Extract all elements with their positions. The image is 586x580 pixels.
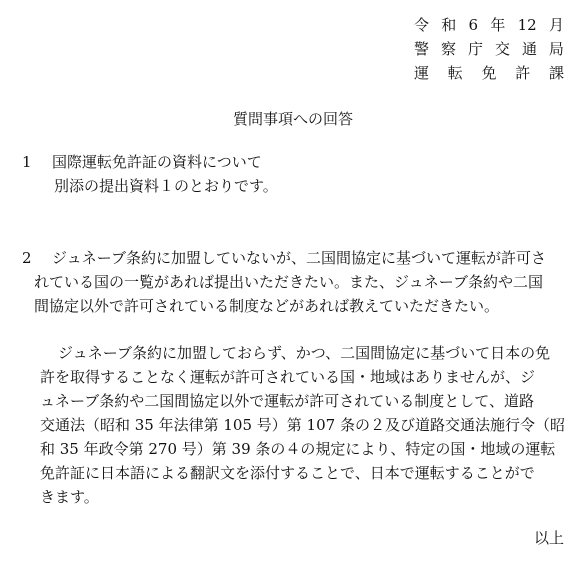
item2-question-line (22, 246, 566, 270)
agency-char: 庁 (467, 40, 483, 58)
agency-char: 警 (414, 40, 430, 58)
date-char: 令 (414, 16, 430, 34)
item2-question (22, 246, 566, 318)
division-char: 課 (548, 64, 564, 82)
item2-question-line3: 間協定以外で許可されている制度などがあれば教えていただきたい。 (34, 297, 500, 315)
item2-answer-line7: きます。 (40, 488, 99, 506)
item2-answer-line2: 許を取得することなく運転が許可されている国・地域はありませんが、ジ (40, 368, 536, 386)
agency-char: 交 (494, 40, 510, 58)
item2-question-line1: ジュネーブ条約に加盟していないが、二国間協定に基づいて運転が許可さ (52, 249, 546, 267)
division-line (414, 61, 564, 85)
item1-question-text: 国際運転免許証の資料について (52, 153, 262, 171)
item2-answer-line3: ュネーブ条約や二国間協定以外で運転が許可されている制度として、道路 (40, 392, 534, 410)
issuer-block (414, 13, 564, 85)
item2-question-line2: れている国の一覧があれば提出いただきたい。また、ジュネーブ条約や二国 (34, 273, 543, 291)
division-char: 運 (414, 64, 430, 82)
division-char: 免 (481, 64, 497, 82)
date-line (414, 13, 564, 37)
division-char: 転 (447, 64, 463, 82)
date-char: 月 (548, 16, 564, 34)
item2-answer (40, 341, 566, 509)
closing-mark: 以上 (533, 529, 564, 547)
date-char: 年 (490, 16, 506, 34)
date-char: 12 (517, 16, 537, 34)
item2-answer-line1: ジュネーブ条約に加盟しておらず、かつ、二国間協定に基づいて日本の免 (58, 344, 551, 362)
item2-answer-line6: 免許証に日本語による翻訳文を添付することで、日本で運転することがで (40, 464, 535, 482)
division-char: 許 (515, 64, 531, 82)
item1-question (22, 150, 568, 174)
item2-answer-line5: 和 35 年政令第 270 号）第 39 条の４の規定により、特定の国・地域の運転 (40, 440, 556, 458)
agency-char: 通 (521, 40, 537, 58)
item2-answer-line4: 交通法（昭和 35 年法律第 105 号）第 107 条の２及び道路交通法施行令（昭 (40, 416, 565, 434)
agency-char: 局 (548, 40, 564, 58)
item1-answer: 別添の提出資料１のとおりです。 (54, 177, 278, 195)
date-char: 和 (441, 16, 457, 34)
item1-number: 1 (22, 153, 32, 171)
document-title: 質問事項への回答 (232, 110, 353, 128)
item2-number: 2 (22, 249, 32, 267)
agency-line (414, 37, 564, 61)
agency-char: 察 (440, 40, 456, 58)
date-char: 6 (468, 16, 479, 34)
